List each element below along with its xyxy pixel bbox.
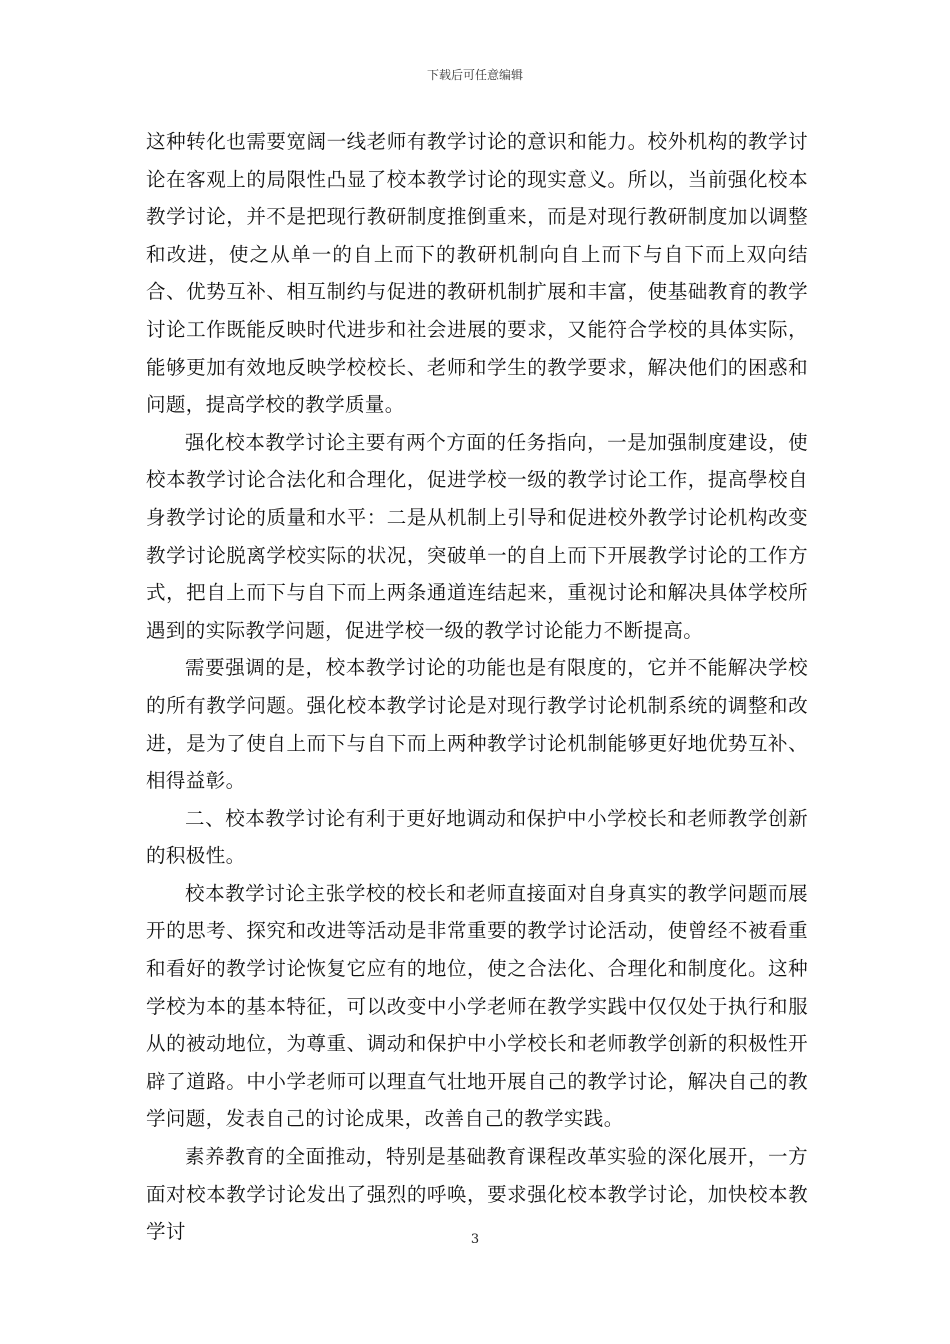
paragraph: 素养教育的全面推动，特别是基础教育课程改革实验的深化展开，一方面对校本教学讨论发出了强烈的呼唤，要求强化校本教学讨论，加快校本教学讨 [146, 1145, 808, 1244]
paragraph: 这种转化也需要宽阔一线老师有教学讨论的意识和能力。校外机构的教学讨论在客观上的局限性凸显了校本教学讨论的现实意义。所以，当前强化校本教学讨论，并不是把现行教研制度推倒重来，而是对现行教研制度加以调整和改进，使之从单一的自上而下的教研机制向自上而下与自下而上双向结合、优势互补、相互制约与促进的教研机制扩展和丰富，使基础教育的教学讨论工作既能反映时代进步和社会进展的要求，又能符合学校的具体实际，能够更加有效地反映学校校长、老师和学生的教学要求，解决他们的困惑和问题，提高学校的教学质量。 [146, 130, 808, 417]
paragraph: 强化校本教学讨论主要有两个方面的任务指向，一是加强制度建设，使校本教学讨论合法化和合理化，促进学校一级的教学讨论工作，提高學校自身教学讨论的质量和水平：二是从机制上引导和促进校外教学讨论机构改变教学讨论脱离学校实际的状况，突破单一的自上而下开展教学讨论的工作方式，把自上而下与自下而上两条通道连结起来，重视讨论和解决具体学校所遇到的实际教学问题，促进学校一级的教学讨论能力不断提高。 [146, 430, 808, 642]
paragraph: 校本教学讨论主张学校的校长和老师直接面对自身真实的教学问题而展开的思考、探究和改进等活动是非常重要的教学讨论活动，使曾经不被看重和看好的教学讨论恢复它应有的地位，使之合法化、合理化和制度化。这种学校为本的基本特征，可以改变中小学老师在教学实践中仅仅处于执行和服从的被动地位，为尊重、调动和保护中小学校长和老师教学创新的积极性开辟了道路。中小学老师可以理直气壮地开展自己的教学讨论，解决自己的教学问题，发表自己的讨论成果，改善自己的教学实践。 [146, 881, 808, 1131]
paragraph: 需要强调的是，校本教学讨论的功能也是有限度的，它并不能解决学校的所有教学问题。强化校本教学讨论是对现行教学讨论机制系统的调整和改进，是为了使自上而下与自下而上两种教学讨论机制能够更好地优势互补、相得益彰。 [146, 656, 808, 793]
section-heading-paragraph: 二、校本教学讨论有利于更好地调动和保护中小学校长和老师教学创新的积极性。 [146, 806, 808, 868]
document-body [146, 123, 808, 1251]
page-number: 3 [470, 1232, 480, 1247]
page-header: 下载后可任意编辑 [426, 68, 523, 82]
